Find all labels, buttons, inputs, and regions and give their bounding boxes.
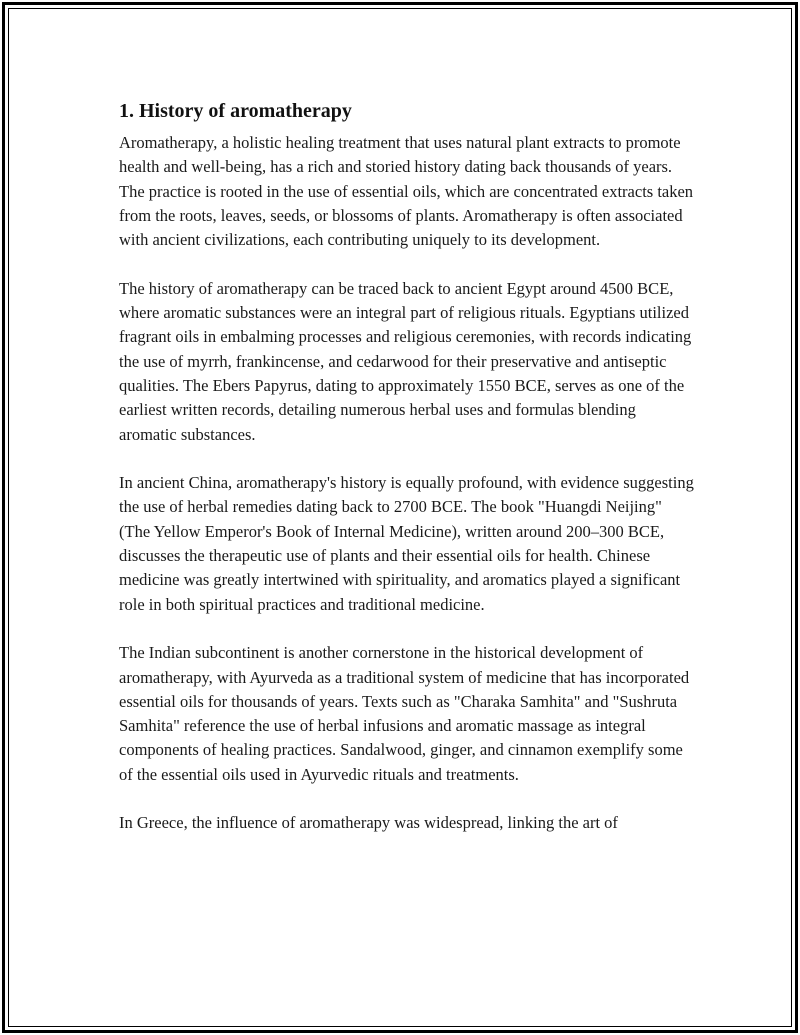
section-title: 1. History of aromatherapy: [119, 100, 352, 122]
document-page: [2, 2, 798, 1033]
paragraph-egypt: The history of aromatherapy can be traced back to ancient Egypt around 4500 BCE, where aromatic substances were an integral part of religious rituals. Egyptians utilized fragrant oils in embalming processes and religious ceremonies, with records indicating the use of myrrh, frankincense, and cedarwood for their preservative and antiseptic qualities. The Ebers Papyrus, dating to approximately 1550 BCE, serves as one of the earliest written records, detailing numerous herbal uses and formulas blending aromatic substances.: [119, 278, 692, 444]
page-inner-border: [8, 8, 792, 1027]
paragraph-china: In ancient China, aromatherapy's history is equally profound, with evidence suggesting the use of herbal remedies dating back to 2700 BCE. The book "Huangdi Neijing" (The Yellow Emperor's Book of Internal Medicine), written around 200–300 BCE, discusses the therapeutic use of plants and their essential oils for health. Chinese medicine was greatly intertwined with spirituality, and aromatics played a significant role in both spiritual practices and traditional medicine.: [119, 473, 694, 614]
paragraph-intro: Aromatherapy, a holistic healing treatment that uses natural plant extracts to promote health and well-being, has a rich and storied history dating back thousands of years. The practice is rooted in the use of essential oils, which are concentrated extracts taken from the roots, leaves, seeds, or blossoms of plants. Aromatherapy is often associated with ancient civilizations, each contributing uniquely to its development.: [119, 133, 694, 250]
page-content: [119, 97, 694, 860]
paragraph-greece: In Greece, the influence of aromatherapy was widespread, linking the art of: [119, 813, 618, 833]
paragraph-india: The Indian subcontinent is another cornerstone in the historical development of aromatherapy, with Ayurveda as a traditional system of medicine that has incorporated essential oils for thousands of years. Texts such as "Charaka Samhita" and "Sushruta Samhita" reference the use of herbal infusions and aromatic massage as integral components of healing practices. Sandalwood, ginger, and cinnamon exemplify some of the essential oils used in Ayurvedic rituals and treatments.: [119, 643, 690, 784]
